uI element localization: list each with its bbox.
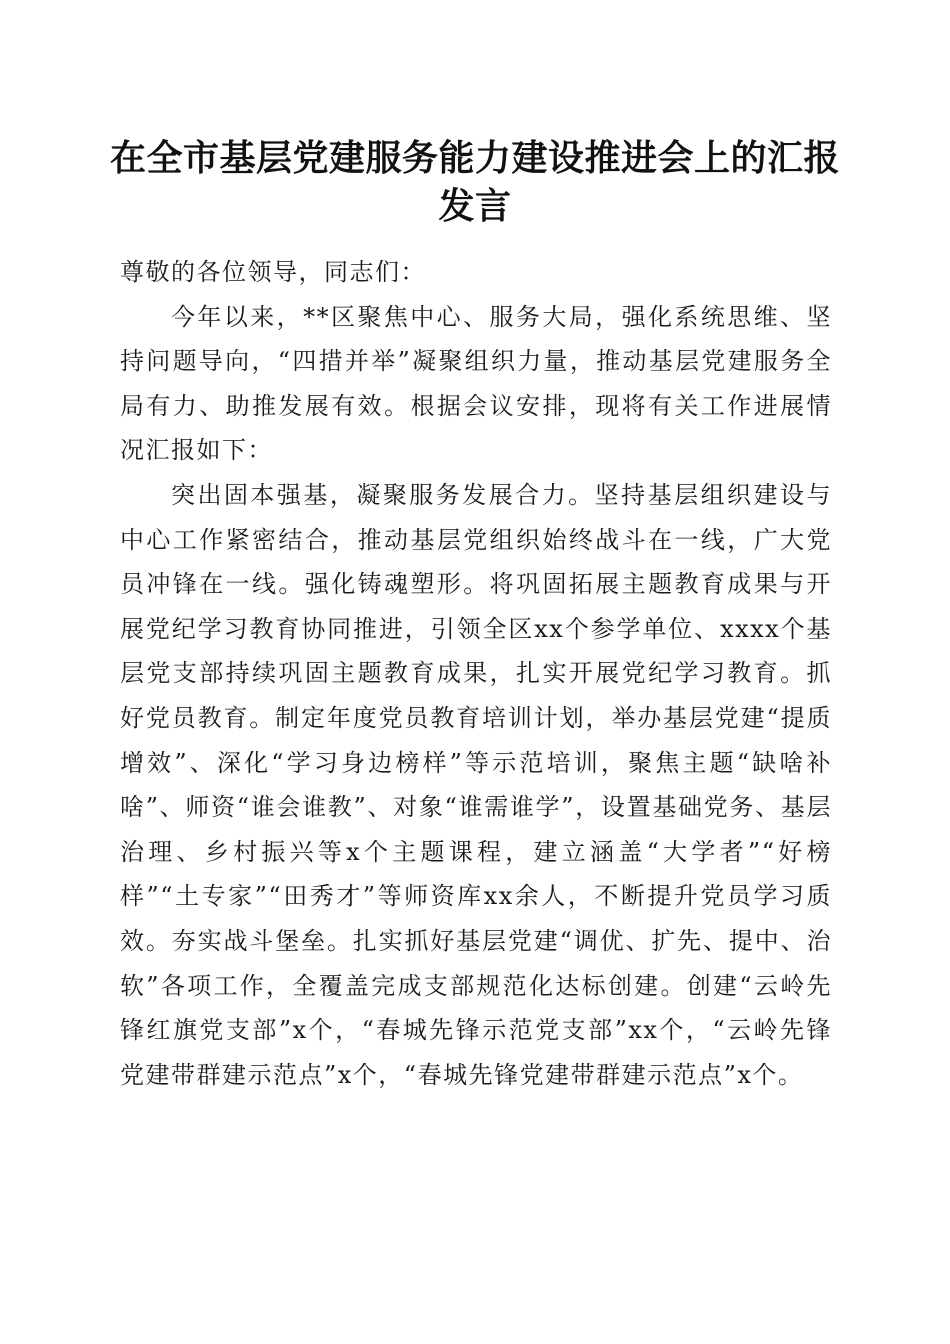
- document-title: [100, 134, 850, 230]
- title-line-1: 在全市基层党建服务能力建设推进会上的汇报: [109, 137, 840, 179]
- title-line-2: 发言: [438, 185, 512, 227]
- salutation: 尊敬的各位领导，同志们：: [120, 258, 426, 286]
- document-body: [120, 250, 832, 1097]
- paragraph-intro: 今年以来，**区聚焦中心、服务大局，强化系统思维、坚持问题导向，“四措并举”凝聚组织力量，推动基层党建服务全局有力、助推发展有效。根据会议安排，现将有关工作进展情况汇报如下：: [120, 302, 832, 465]
- paragraph-section-1: 突出固本强基，凝聚服务发展合力。坚持基层组织建设与中心工作紧密结合，推动基层党组织始终战斗在一线，广大党员冲锋在一线。强化铸魂塑形。将巩固拓展主题教育成果与开展党纪学习教育协同推进，引领全区xx个参学单位、xxxx个基层党支部持续巩固主题教育成果，扎实开展党纪学习教育。抓好党员教育。制定年度党员教育培训计划，举办基层党建“提质增效”、深化“学习身边榜样”等示范培训，聚焦主题“缺啥补啥”、师资“谁会谁教”、对象“谁需谁学”，设置基础党务、基层治理、乡村振兴等x个主题课程，建立涵盖“大学者”“好榜样”“土专家”“田秀才”等师资库xx余人，不断提升党员学习质效。夯实战斗堡垒。扎实抓好基层党建“调优、扩先、提中、治软”各项工作，全覆盖完成支部规范化达标创建。创建“云岭先锋红旗党支部”x个，“春城先锋示范党支部”xx个，“云岭先锋党建带群建示范点”x个，“春城先锋党建带群建示范点”x个。: [120, 480, 832, 1089]
